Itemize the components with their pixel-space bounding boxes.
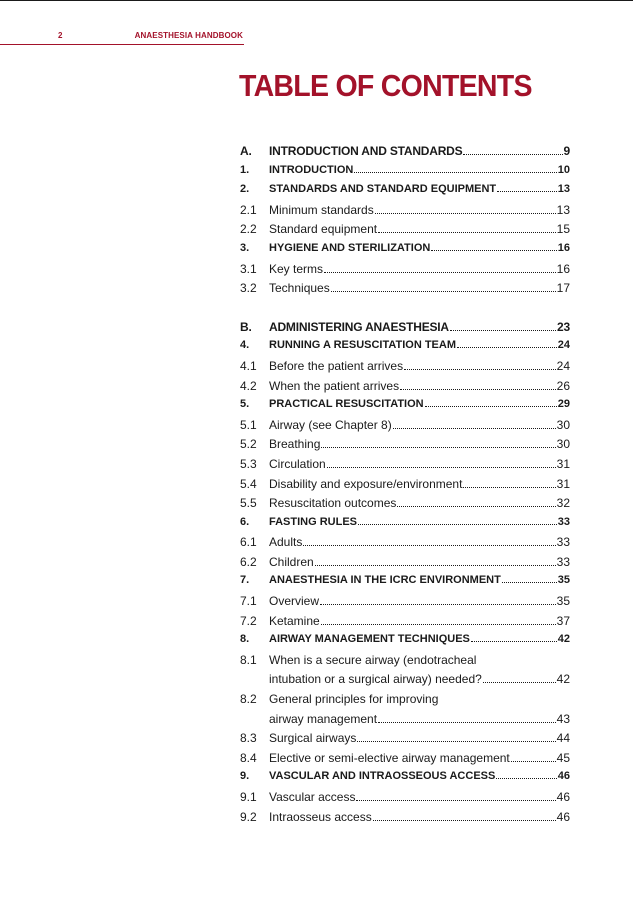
toc-entry-page: 31 (556, 456, 570, 471)
toc-entry[interactable] (240, 144, 570, 164)
toc-entry-page: 44 (556, 731, 570, 746)
toc-entry-page: 13 (556, 202, 570, 217)
toc-entry-page: 30 (556, 437, 570, 452)
toc-entry[interactable] (240, 477, 570, 497)
toc-entry-title: Elective or semi-elective airway management (269, 750, 510, 765)
toc-entry-number: 9.2 (240, 809, 257, 824)
toc-entry-number: 8.4 (240, 750, 257, 765)
toc-entry-number: 8.1 (240, 652, 257, 667)
toc-entry[interactable] (240, 222, 570, 242)
toc-entry[interactable] (240, 457, 570, 477)
toc-entry-number: 5.5 (240, 496, 257, 511)
toc-entry-page: 15 (556, 222, 570, 237)
toc-entry-number: 7.2 (240, 613, 257, 628)
dot-leader (358, 523, 557, 525)
toc-entry-title: When is a secure airway (endotracheal (269, 652, 477, 667)
toc-entry-page: 26 (556, 378, 570, 393)
toc-entry-title: AIRWAY MANAGEMENT TECHNIQUES (269, 633, 470, 646)
toc-entry[interactable] (240, 731, 570, 751)
toc-entry-title: STANDARDS AND STANDARD EQUIPMENT (269, 183, 497, 196)
toc-entry-title: ADMINISTERING ANAESTHESIA (269, 319, 449, 334)
toc-entry[interactable] (240, 555, 570, 575)
toc-entry-number: A. (240, 144, 252, 158)
toc-entry-title: Before the patient arrives (269, 358, 404, 373)
toc-entry-title: FASTING RULES (269, 515, 358, 528)
table-of-contents (240, 144, 570, 829)
toc-entry[interactable] (240, 281, 570, 301)
toc-entry-number: 8.2 (240, 692, 257, 707)
dot-leader (303, 544, 555, 546)
dot-leader (496, 777, 556, 779)
toc-entry[interactable] (240, 516, 570, 536)
toc-entry-number: 2.2 (240, 222, 257, 237)
toc-entry-title: INTRODUCTION (269, 163, 354, 176)
dot-leader (373, 819, 556, 821)
toc-entry[interactable] (240, 183, 570, 203)
toc-entry[interactable] (240, 262, 570, 282)
toc-entry-page: 9 (563, 144, 570, 158)
toc-entry-page: 16 (556, 261, 570, 276)
toc-entry-page: 46 (556, 790, 570, 804)
dot-leader (375, 212, 556, 214)
dot-leader (356, 799, 555, 801)
dot-leader (471, 640, 557, 642)
toc-entry-title: Intraosseus access (269, 809, 372, 824)
toc-entry-title: Resuscitation outcomes (269, 496, 397, 511)
toc-entry-page: 23 (557, 319, 570, 334)
toc-entry-number: 7. (240, 574, 250, 587)
dot-leader (378, 231, 556, 233)
toc-entry-title: Circulation (269, 456, 326, 471)
dot-leader (502, 581, 557, 583)
toc-entry[interactable] (240, 242, 570, 262)
toc-entry-number: 5.1 (240, 417, 257, 432)
toc-entry-number: 6.1 (240, 535, 257, 550)
dot-leader (327, 466, 556, 468)
dot-leader (397, 505, 555, 507)
dot-leader (393, 427, 556, 429)
toc-entry[interactable] (240, 633, 570, 653)
toc-entry[interactable] (240, 339, 570, 359)
toc-entry-title: VASCULAR AND INTRAOSSEOUS ACCESS (269, 770, 496, 783)
toc-entry[interactable] (240, 359, 570, 379)
toc-entry-title: Surgical airways (269, 731, 357, 746)
toc-entry-title: Standard equipment (269, 222, 378, 237)
toc-entry-page: 42 (557, 633, 570, 646)
toc-entry[interactable] (240, 790, 570, 810)
toc-entry-number: 2.1 (240, 202, 257, 217)
toc-entry-page: 35 (556, 594, 570, 609)
toc-entry-number: 5.3 (240, 456, 257, 471)
dot-leader (497, 190, 557, 192)
toc-entry-page: 35 (557, 574, 570, 587)
toc-entry[interactable] (240, 535, 570, 555)
toc-entry-number: 6. (240, 515, 250, 528)
dot-leader (463, 153, 562, 155)
dot-leader (378, 721, 556, 723)
dot-leader (425, 405, 557, 407)
toc-entry-page: 30 (556, 417, 570, 432)
toc-entry-number: 5.4 (240, 476, 257, 491)
toc-entry-number: 4.1 (240, 358, 257, 373)
toc-entry-title: INTRODUCTION AND STANDARDS (269, 144, 463, 158)
toc-entry-number: 9.1 (240, 790, 257, 804)
toc-entry[interactable] (240, 418, 570, 438)
toc-entry-number: 4. (240, 339, 250, 352)
toc-entry[interactable] (240, 320, 570, 340)
toc-entry[interactable] (240, 164, 570, 184)
toc-entry[interactable] (240, 437, 570, 457)
toc-entry-title: Vascular access (269, 790, 356, 804)
toc-entry-page: 29 (557, 398, 570, 411)
toc-entry-title-continued: intubation or a surgical airway) needed? (269, 672, 482, 687)
dot-leader (320, 603, 556, 605)
dot-leader (321, 623, 556, 625)
running-header (0, 30, 244, 45)
toc-entry-continuation[interactable] (240, 672, 570, 692)
toc-entry-number: 5.2 (240, 437, 257, 452)
page-title: TABLE OF CONTENTS (239, 68, 532, 103)
toc-entry-title: Airway (see Chapter 8) (269, 417, 392, 432)
toc-entry-title: PRACTICAL RESUSCITATION (269, 398, 424, 411)
toc-entry-page: 24 (557, 339, 570, 352)
header-page-number: 2 (58, 31, 63, 40)
toc-entry-title: Disability and exposure/environment (269, 476, 463, 491)
dot-leader (457, 346, 557, 348)
top-border (0, 0, 633, 1)
toc-entry-page: 13 (557, 183, 570, 196)
toc-entry-page: 43 (556, 711, 570, 726)
toc-entry[interactable] (240, 379, 570, 399)
toc-entry-title: Children (269, 554, 314, 569)
toc-entry-page: 33 (556, 554, 570, 569)
dot-leader (400, 388, 556, 390)
header-book-title: ANAESTHESIA HANDBOOK (134, 31, 243, 40)
toc-entry[interactable] (240, 810, 570, 830)
toc-entry-page: 46 (557, 770, 570, 783)
toc-entry-title: RUNNING A RESUSCITATION TEAM (269, 339, 456, 352)
toc-entry-title: Breathing (269, 437, 321, 452)
toc-entry-title: Overview (269, 594, 320, 609)
toc-entry-page: 37 (556, 613, 570, 628)
dot-leader (483, 681, 556, 683)
dot-leader (315, 564, 556, 566)
toc-entry[interactable] (240, 614, 570, 634)
toc-entry-number: 3.1 (240, 261, 257, 276)
toc-entry[interactable] (240, 770, 570, 790)
toc-entry[interactable] (240, 574, 570, 594)
toc-entry-page: 45 (556, 750, 570, 765)
dot-leader (450, 329, 556, 331)
toc-entry[interactable] (240, 751, 570, 771)
toc-entry-number: 3. (240, 241, 250, 254)
toc-entry-title: Minimum standards (269, 202, 374, 217)
toc-entry-page: 17 (556, 281, 570, 296)
toc-entry-title: Adults (269, 535, 303, 550)
dot-leader (404, 368, 556, 370)
dot-leader (354, 171, 556, 173)
toc-entry-title: Key terms (269, 261, 324, 276)
toc-entry-number: 2. (240, 183, 250, 196)
toc-entry-title: ANAESTHESIA IN THE ICRC ENVIRONMENT (269, 574, 501, 587)
dot-leader (463, 486, 555, 488)
toc-entry-title-continued: airway management (269, 711, 378, 726)
toc-entry-page: 10 (557, 163, 570, 176)
toc-entry[interactable] (240, 692, 570, 712)
toc-entry-title: Techniques (269, 281, 330, 296)
toc-entry-page: 33 (557, 515, 570, 528)
toc-entry-page: 33 (556, 535, 570, 550)
toc-entry-number: 8.3 (240, 731, 257, 746)
toc-entry[interactable] (240, 653, 570, 673)
toc-entry-number: 9. (240, 770, 250, 783)
toc-entry[interactable] (240, 398, 570, 418)
toc-entry-title: General principles for improving (269, 692, 439, 707)
dot-leader (321, 446, 555, 448)
toc-entry-number: 6.2 (240, 554, 257, 569)
toc-entry-number: 3.2 (240, 281, 257, 296)
toc-entry-title: Ketamine (269, 613, 320, 628)
toc-entry-number: 8. (240, 633, 250, 646)
toc-entry[interactable] (240, 203, 570, 223)
toc-entry[interactable] (240, 496, 570, 516)
toc-entry-page: 46 (556, 809, 570, 824)
dot-leader (324, 271, 556, 273)
toc-entry-page: 31 (556, 476, 570, 491)
toc-entry-title: When the patient arrives (269, 378, 400, 393)
toc-entry-number: 4.2 (240, 378, 257, 393)
toc-entry-title: HYGIENE AND STERILIZATION (269, 241, 431, 254)
toc-entry-page: 42 (556, 672, 570, 687)
toc-entry-page: 16 (557, 241, 570, 254)
toc-entry-continuation[interactable] (240, 712, 570, 732)
toc-entry-number: 1. (240, 163, 250, 176)
dot-leader (511, 760, 556, 762)
dot-leader (357, 740, 555, 742)
toc-entry-page: 32 (556, 496, 570, 511)
toc-entry[interactable] (240, 594, 570, 614)
toc-entry-number: B. (240, 319, 252, 334)
dot-leader (431, 249, 556, 251)
toc-entry-page: 24 (556, 358, 570, 373)
toc-entry-number: 7.1 (240, 594, 257, 609)
toc-entry-number: 5. (240, 398, 250, 411)
dot-leader (331, 290, 556, 292)
